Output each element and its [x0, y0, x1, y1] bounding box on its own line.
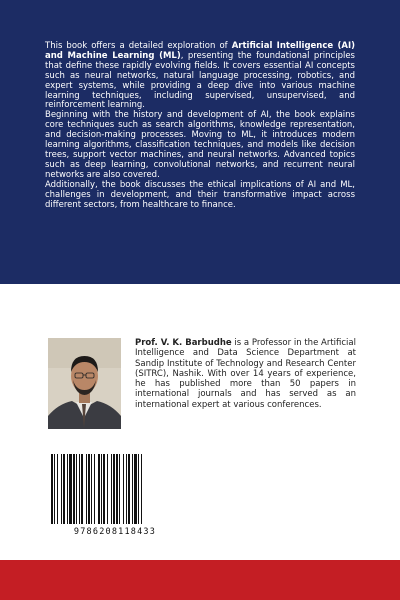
book-description [45, 42, 355, 210]
description-panel [0, 0, 400, 284]
author-photo [48, 338, 121, 429]
description-paragraph-3: Additionally, the book discusses the ethical implications of AI and ML, challenges in development, and their transformative impact across different sectors, from healthcare to finance. [45, 179, 355, 210]
description-paragraph-1: This book offers a detailed exploration of Artificial Intelligence (AI) and Machine Learning (ML), presenting the foundational principles that define these rapidly evolving fields. It covers essential AI concepts such as neural networks, natural language processing, robotics, and expert systems, while providing a deep dive into various machine learning techniques, including supervised, unsupervised, and reinforcement learning. [45, 41, 355, 111]
author-bio: Prof. V. K. Barbudhe is a Professor in the Artificial Intelligence and Data Science Department at Sandip Institute of Technology and Research Center (SITRC), Nashik. With over 14 years of experience, he has published more than 50 papers in international journals and has served as an international expert at various conferences. [135, 338, 356, 410]
highlight-ai-ml: Artificial Intelligence (AI) and Machine Learning (ML) [45, 41, 355, 61]
bottom-band [0, 560, 400, 600]
author-name: Prof. V. K. Barbudhe [135, 338, 232, 348]
isbn-digits: 9786208118433 [73, 527, 157, 537]
description-paragraph-2: Beginning with the history and development of AI, the book explains core techniques such as search algorithms, knowledge representation, and decision-making processes. Moving to ML, it introduces modern learning algorithms, classification techniques, and models like decision trees, support vector machines, and neural networks. Advanced topics such as deep learning, convolutional networks, and recurrent neural networks are also covered. [45, 110, 355, 180]
